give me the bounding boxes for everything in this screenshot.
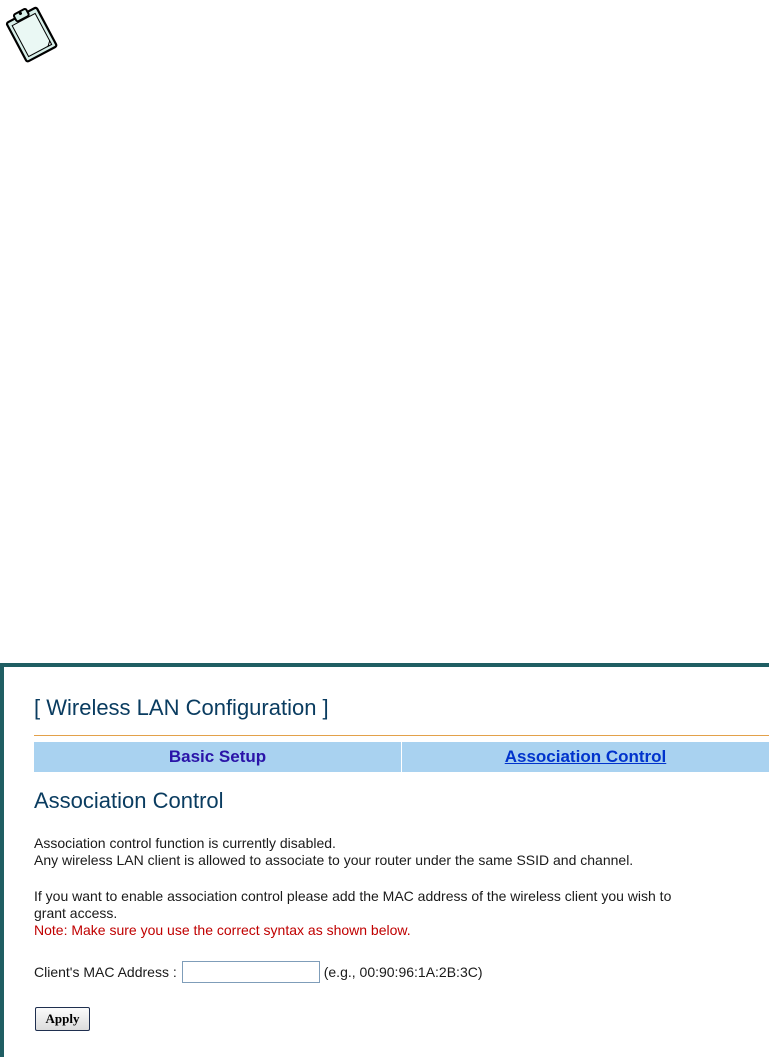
page-title: [ Wireless LAN Configuration ]: [34, 695, 329, 720]
status-line-1: Association control function is currently disabled.: [34, 835, 336, 851]
apply-button[interactable]: Apply: [35, 1007, 90, 1031]
syntax-note: Note: Make sure you use the correct syntax as shown below.: [34, 922, 411, 938]
mac-address-label: Client's MAC Address :: [34, 964, 177, 980]
section-heading: Association Control: [34, 788, 224, 813]
wireless-lan-config-panel: [0, 663, 769, 1057]
config-tab-bar: [34, 742, 769, 772]
instruction-line-2: grant access.: [34, 905, 118, 921]
instructions-text: [34, 888, 754, 939]
clipboard-note-icon: [3, 3, 63, 65]
title-divider: [34, 735, 769, 736]
instruction-line-1: If you want to enable association control please add the MAC address of the wireless client you wish to: [34, 888, 672, 904]
tab-association-control[interactable]: Association Control: [504, 747, 667, 766]
mac-address-input[interactable]: [182, 961, 320, 983]
mac-address-row: [34, 960, 483, 984]
status-line-2: Any wireless LAN client is allowed to associate to your router under the same SSID and channel.: [34, 852, 634, 868]
mac-address-example: (e.g., 00:90:96:1A:2B:3C): [323, 964, 483, 980]
status-text: [34, 835, 754, 869]
tab-basic-setup[interactable]: Basic Setup: [34, 742, 402, 772]
